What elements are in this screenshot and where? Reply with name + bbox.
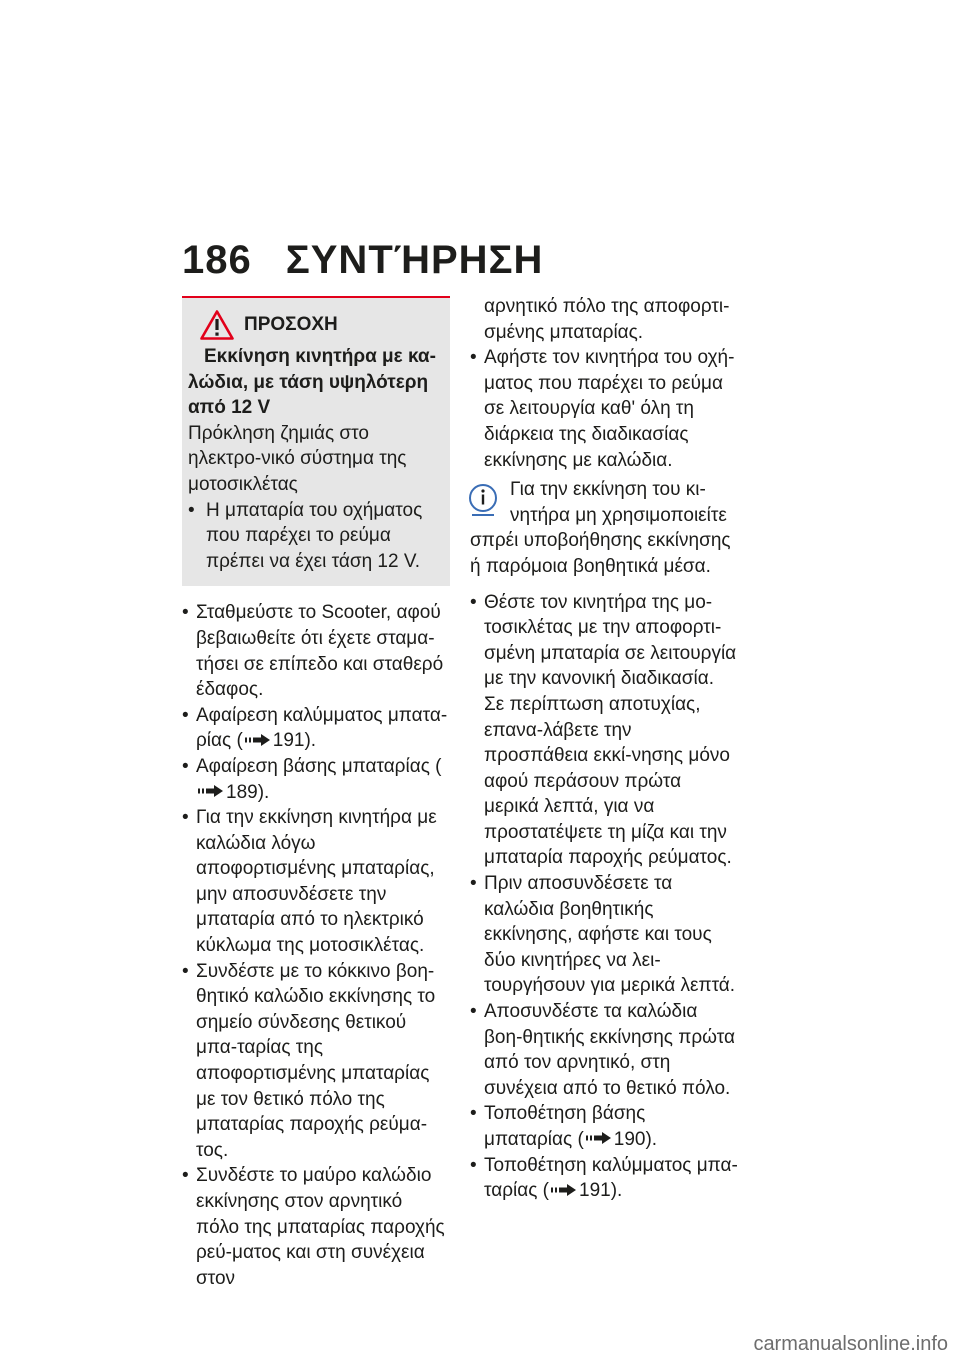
procedure-list-right-b [470,590,738,1204]
list-item: • Πριν αποσυνδέσετε τα καλώδια βοηθητικής εκκίνησης, αφήστε και τους δύο κινητήρες να λει-τουργήσουν για μερικά λεπτά. [470,871,738,999]
watermark: carmanualsonline.info [753,1333,948,1355]
list-item: • Για την εκκίνηση κινητήρα με καλώδια λόγω αποφορτισμένης μπαταρίας, μην αποσυνδέσετε την μπαταρία από το ηλεκτρικό κύκλωμα της μοτοσικλέτας. [182,805,450,959]
step-text: Τοποθέτηση καλύμματος μπα-ταρίας ( [484,1154,738,1202]
note-line-2: νητήρα μη χρησιμοποιείτε [510,504,727,526]
step-text: Τοποθέτηση βάσης μπαταρίας ( [484,1103,646,1150]
list-item [182,754,450,805]
page-reference-arrow-icon [551,1184,577,1196]
page-reference[interactable]: 191). [579,1180,623,1202]
step-text: Αφαίρεση καλύμματος μπατα-ρίας ( [196,704,448,752]
warning-label: ΠΡΟΣΟΧΗ [244,314,338,336]
page-reference[interactable]: 191). [272,730,317,752]
page-header [182,238,543,283]
list-item: • Αφήστε τον κινητήρα του οχή-ματος που παρέχει το ρεύμα σε λειτουργία καθ' όλη τη διάρκεια της διαδικασίας εκκίνησης με καλώδια. [470,345,738,473]
page-reference-arrow-icon [245,734,271,746]
warning-bullet: • Η μπαταρία του οχήματος που παρέχει το ρεύμα πρέπει να έχει τάση 12 V. [188,498,444,575]
note-text: σπρέι υποβοήθησης εκκίνησης ή παρόμοια βοηθητικά μέσα. [470,530,731,577]
step-text: Αφαίρεση βάσης μπαταρίας ( [196,755,442,777]
page-number: 186 [182,238,252,282]
right-column [470,294,738,1204]
list-item: • Σταθμεύστε το Scooter, αφού βεβαιωθείτε ότι έχετε σταμα-τήσει σε επίπεδο και σταθερό έδαφος. [182,600,450,702]
list-item [470,1101,738,1152]
list-item [182,703,450,754]
list-item: • Θέστε τον κινητήρα της μο-τοσικλέτας με την αποφορτι-σμένη μπαταρία σε λειτουργία με την κανονική διαδικασία. Σε περίπτωση αποτυχίας, επανα-λάβετε την προσπάθεια εκκί-νησης μόνο αφού περάσουν πρώτα μερικά λεπτά, για να προστατέψετε τη μίζα και την μπαταρία παροχής ρεύματος. [470,590,738,872]
page-reference-arrow-icon [198,785,224,797]
left-column [182,296,450,1291]
warning-list [188,498,444,575]
procedure-list-right-a [470,345,738,473]
info-note [470,477,738,579]
list-item: • Συνδέστε το μαύρο καλώδιο εκκίνησης στον αρνητικό πόλο της μπαταρίας παροχής ρεύ-ματος και στη συνέχεια στον [182,1163,450,1291]
chapter-title: ΣΥΝΤΉΡΗΣΗ [285,238,544,282]
page-reference[interactable]: 190). [613,1129,658,1150]
warning-header [200,310,444,340]
list-item: • Συνδέστε με το κόκκινο βοη-θητικό καλώδιο εκκίνησης το σημείο σύνδεσης θετικού μπα-ταρίας της αποφορτισμένης μπαταρίας με τον θετικό πόλο της μπαταρίας παροχής ρεύμα-τος. [182,959,450,1164]
page-reference[interactable]: 189). [226,781,270,803]
warning-box [182,296,450,586]
page-reference-arrow-icon [586,1132,612,1144]
continued-text: αρνητικό πόλο της αποφορτι-σμένης μπαταρίας. [484,296,730,343]
list-item: • Αποσυνδέστε τα καλώδια βοη-θητικής εκκίνησης πρώτα από τον αρνητικό, στη συνέχεια από το θετικό πόλο. [470,999,738,1101]
note-line-1: Για την εκκίνηση του κι- [510,479,706,501]
procedure-list-left [182,600,450,1291]
info-icon [468,481,498,519]
warning-triangle-icon [200,310,234,340]
warning-text: Πρόκληση ζημιάς στο ηλεκτρο-νικό σύστημα της μοτοσικλέτας [188,422,407,495]
warning-title: Εκκίνηση κινητήρα με κα-λώδια, με τάση υψηλότερη από 12 V [188,346,436,419]
list-item [470,1153,738,1204]
